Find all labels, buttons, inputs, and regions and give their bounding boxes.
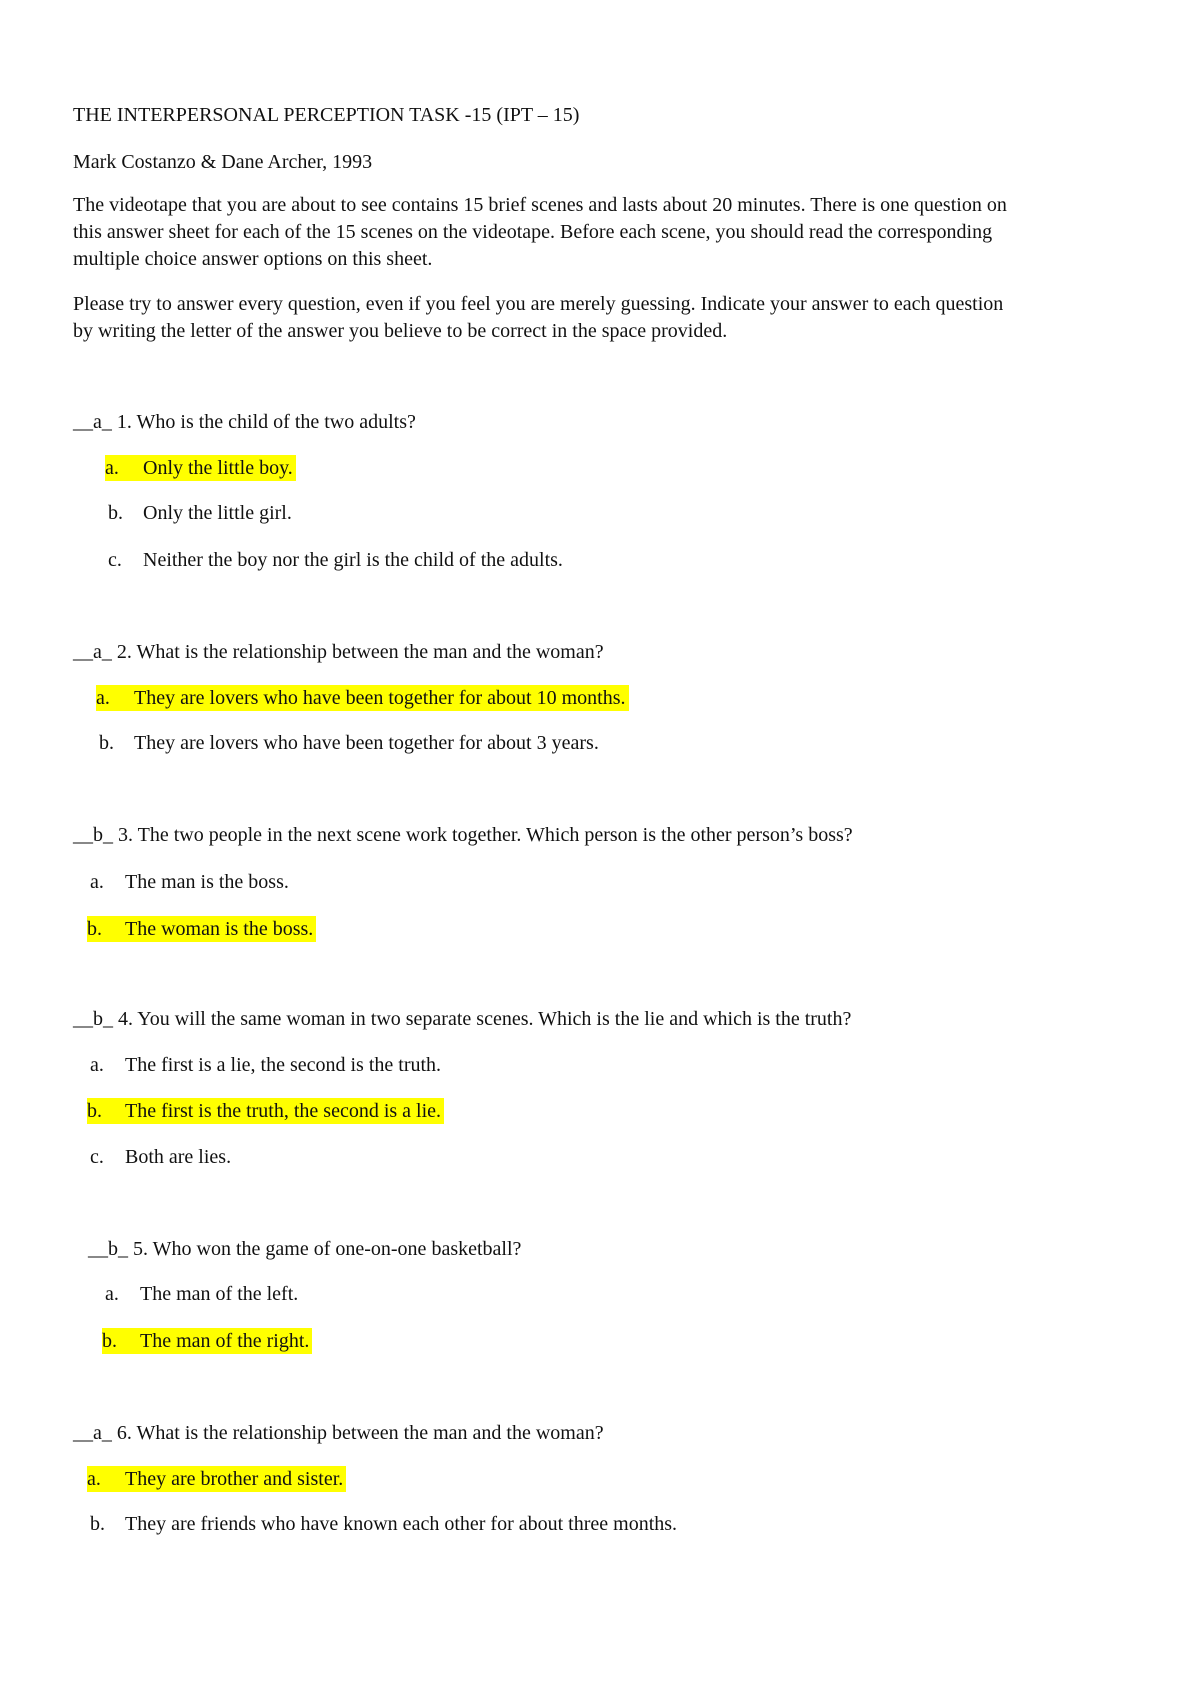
option-letter: b. <box>102 1330 117 1352</box>
option-letter: a. <box>87 1468 101 1490</box>
question-1: __a_ 1. Who is the child of the two adults? <box>73 411 416 433</box>
q3-option-a <box>90 870 289 894</box>
option-text: The woman is the boss. <box>125 918 314 940</box>
option-text: The man of the left. <box>140 1283 299 1305</box>
q4-option-a <box>90 1053 441 1077</box>
option-letter: a. <box>105 457 119 479</box>
option-letter: a. <box>105 1283 119 1305</box>
instructions-line: Please try to answer every question, even if you feel you are merely guessing. Indicate your answer to each question <box>73 293 1004 315</box>
option-letter: a. <box>96 687 110 709</box>
option-letter: b. <box>87 918 102 940</box>
option-text: They are friends who have known each other for about three months. <box>125 1513 678 1535</box>
option-letter: b. <box>90 1513 105 1535</box>
q3-option-b <box>87 916 316 942</box>
option-text: Only the little boy. <box>143 457 293 479</box>
instructions-line: by writing the letter of the answer you believe to be correct in the space provided. <box>73 320 728 342</box>
question-5: __b_ 5. Who won the game of one-on-one basketball? <box>88 1238 522 1260</box>
q6-option-b <box>90 1512 677 1536</box>
option-text: The first is the truth, the second is a lie. <box>125 1100 442 1122</box>
q1-option-a <box>105 455 296 481</box>
option-text: The man of the right. <box>140 1330 310 1352</box>
option-letter: a. <box>90 1054 104 1076</box>
option-text: They are lovers who have been together for about 10 months. <box>134 687 626 709</box>
q2-option-b <box>99 731 599 755</box>
option-text: The man is the boss. <box>125 871 289 893</box>
option-letter: c. <box>90 1146 104 1168</box>
option-text: They are brother and sister. <box>125 1468 344 1490</box>
document-title: THE INTERPERSONAL PERCEPTION TASK -15 (IPT – 15) <box>73 104 580 126</box>
question-3: __b_ 3. The two people in the next scene work together. Which person is the other person’s boss? <box>73 824 853 846</box>
option-text: Only the little girl. <box>143 502 292 524</box>
option-letter: b. <box>108 502 123 524</box>
option-letter: b. <box>99 732 114 754</box>
intro-line: multiple choice answer options on this sheet. <box>73 248 433 270</box>
option-text: Neither the boy nor the girl is the child of the adults. <box>143 549 563 571</box>
q1-option-c <box>108 548 563 572</box>
q5-option-b <box>102 1328 312 1354</box>
instructions-paragraph <box>73 291 1133 345</box>
question-2: __a_ 2. What is the relationship between the man and the woman? <box>73 641 604 663</box>
q6-option-a <box>87 1466 346 1492</box>
option-text: Both are lies. <box>125 1146 232 1168</box>
option-text: They are lovers who have been together for about 3 years. <box>134 732 599 754</box>
option-text: The first is a lie, the second is the truth. <box>125 1054 442 1076</box>
q4-option-b <box>87 1098 444 1124</box>
intro-paragraph <box>73 192 1133 273</box>
q4-option-c <box>90 1145 231 1169</box>
q2-option-a <box>96 685 629 711</box>
document-authors: Mark Costanzo & Dane Archer, 1993 <box>73 151 373 173</box>
question-4: __b_ 4. You will the same woman in two separate scenes. Which is the lie and which is the truth? <box>73 1008 852 1030</box>
intro-line: The videotape that you are about to see contains 15 brief scenes and lasts about 20 minutes. There is one question on <box>73 194 1007 216</box>
option-letter: b. <box>87 1100 102 1122</box>
question-6: __a_ 6. What is the relationship between the man and the woman? <box>73 1422 604 1444</box>
option-letter: c. <box>108 549 122 571</box>
option-letter: a. <box>90 871 104 893</box>
q1-option-b <box>108 501 292 525</box>
intro-line: this answer sheet for each of the 15 scenes on the videotape. Before each scene, you should read the corresponding <box>73 221 993 243</box>
q5-option-a <box>105 1282 298 1306</box>
